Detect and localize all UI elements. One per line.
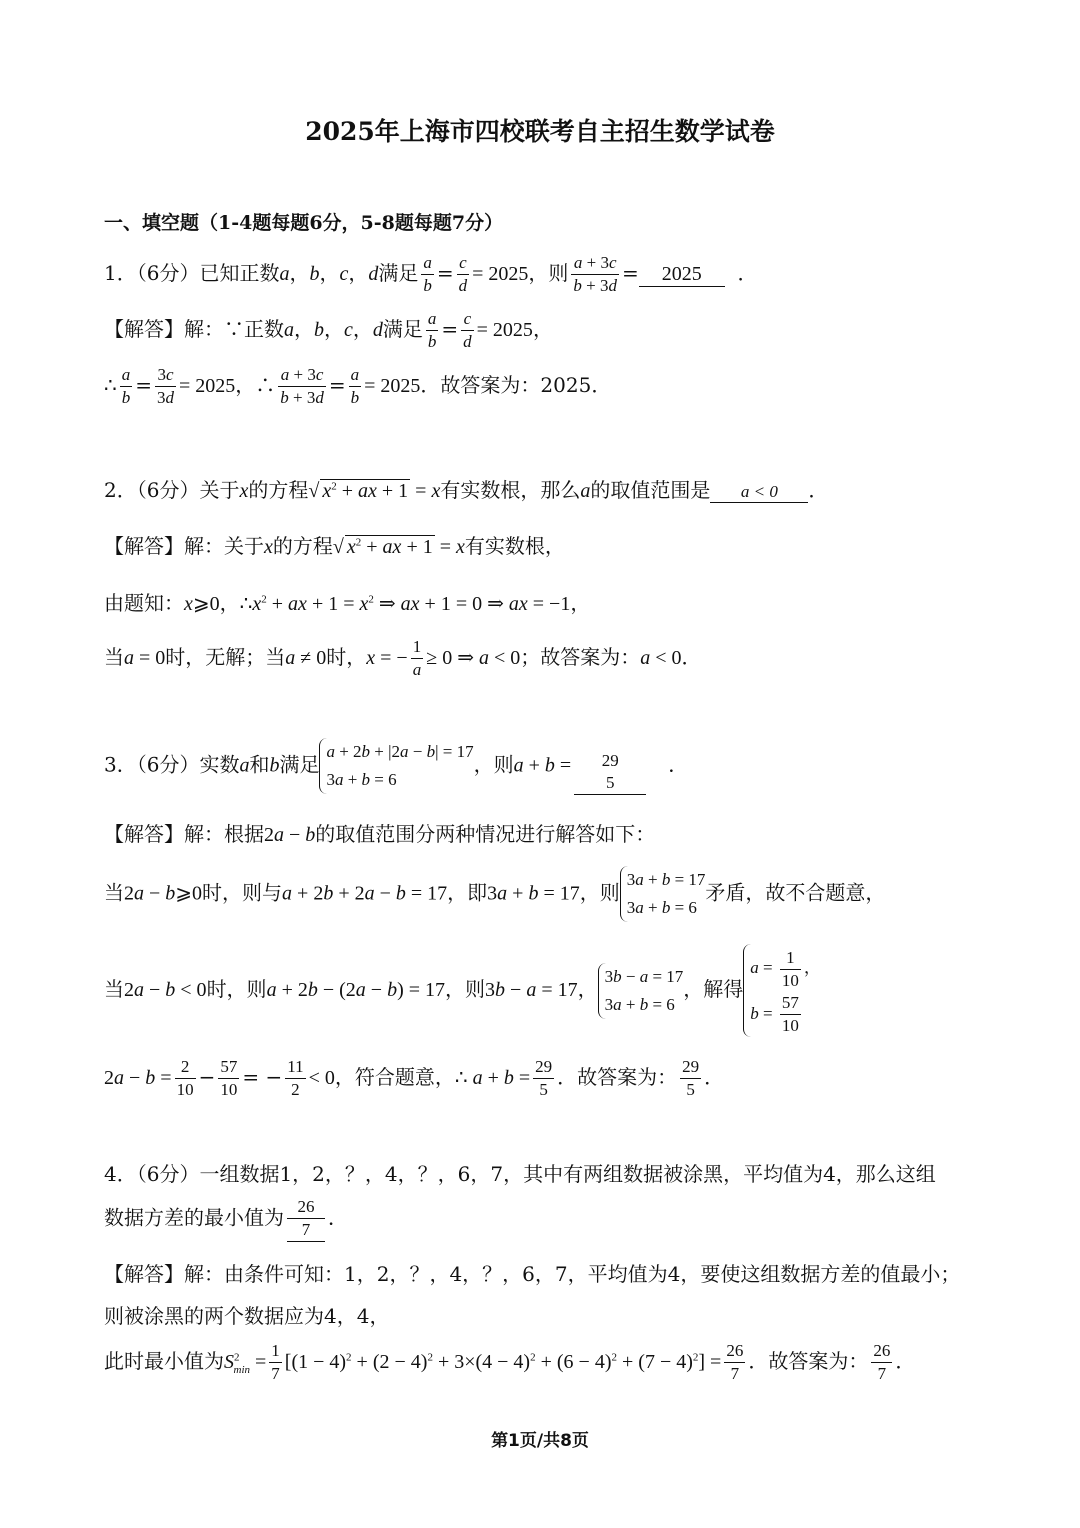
question-1: 1．（6分）已知正数a，b，c，d满足 $\frac{a}{b}$ = $\frac{c}{d}$ = 2025，则 $\frac{a + 3c}{b + 3d}$ = 2025 ．: [104, 253, 758, 295]
q4-solution: 【解答】解：由条件可知：1，2，？，4，？，6，7，平均值为4，要使这组数据方差的值最小；: [104, 1262, 961, 1286]
q2-answer: a < 0: [710, 482, 808, 503]
solution-label: 【解答】: [104, 317, 184, 341]
q1-prefix: 1．（6分）已知正数: [104, 261, 280, 285]
q3-case-1: 当2a − b⩾0时，则与a + 2b + 2a − b = 17，即3a + b = 17，则 3a + b = 17 3a + b = 6 矛盾，故不合题意，: [104, 866, 885, 922]
question-2: 2．（6分）关于x的方程√ $x^2$ + ax + 1 = x有实数根，那么a的取值范围是 a < 0 ．: [104, 478, 829, 502]
q3-solution: 【解答】解：根据2a − b的取值范围分两种情况进行解答如下：: [104, 822, 656, 846]
q3-solution-final: 2a − b = $\frac{2}{10}$ − $\frac{57}{10}$ = − $\frac{11}{2}$ < 0，符合题意，∴ a + b = $\frac{29}{5}$ ．故答案为： $\frac{29}{5}$ ．: [104, 1057, 725, 1099]
q1-solution: 【解答】解：∵正数a，b，c，d满足 $\frac{a}{b}$ = $\frac{c}{d}$ = 2025，: [104, 309, 553, 351]
question-4: 4．（6分）一组数据1，2，？，4，？，6，7，其中有两组数据被涂黑，平均值为4，那么这组: [104, 1162, 936, 1186]
q2-solution-line2: 由题知：x⩾0，$\therefore x^2$ + ax + $1 = x^2$ ⇒ ax + 1 = 0 ⇒ ax = −1，: [104, 591, 591, 615]
q1-solution-line2: ∴ $\frac{a}{b}$ = $\frac{3c}{3d}$ = 2025，∴ $\frac{a + 3c}{b + 3d}$ = $\frac{a}{b}$ = 2025．故答案为：2025．: [104, 365, 612, 407]
q4-solution-line3: 此时最小值为$S^2_{min}$ = $\frac{1}{7}$ $[(1 - 4)^2 + (2 - 4)^2 + 3\times(4 - 4)^2 + (6 - 4)^2 + (7 - 4)^2]$ = $\frac{26}{7}$ ．故答案为： $\frac{26}{7}$ ．: [104, 1341, 916, 1383]
section-heading: 一、填空题（1-4题每题6分，5-8题每题7分）: [104, 212, 504, 234]
question-4-line2: 数据方差的最小值为 $\frac{26}{7}$ ．: [104, 1196, 348, 1242]
q2-solution-line3: 当a = 0时，无解；当a ≠ 0时，x = − $\frac{1}{a}$ ≥ 0 ⇒ a < 0；故答案为：a < 0．: [104, 637, 702, 679]
page-title: 2025年上海市四校联考自主招生数学试卷: [305, 117, 775, 146]
q1-answer: 2025: [639, 263, 725, 287]
q2-solution: 【解答】解：关于x的方程√ $x^2$ + ax + 1 = x有实数根，: [104, 534, 565, 558]
q4-solution-line2: 则被涂黑的两个数据应为4，4，: [104, 1304, 390, 1328]
q3-case-2: 当2a − b < 0时，则a + 2b − (2a − b) = 17，则3b − a = 17， 3b − a = 17 3a + b = 6 ，解得 a = $\frac{1}{10}$ ， b = $\frac{57}{10}$: [104, 944, 821, 1037]
page-footer: 第1页/共8页: [491, 1431, 589, 1451]
question-3: 3．（6分）实数a和b满足 a + 2b + |2a − b| = 17 3a + b = 6 ，则a + b = 29 5 ．: [104, 738, 688, 794]
